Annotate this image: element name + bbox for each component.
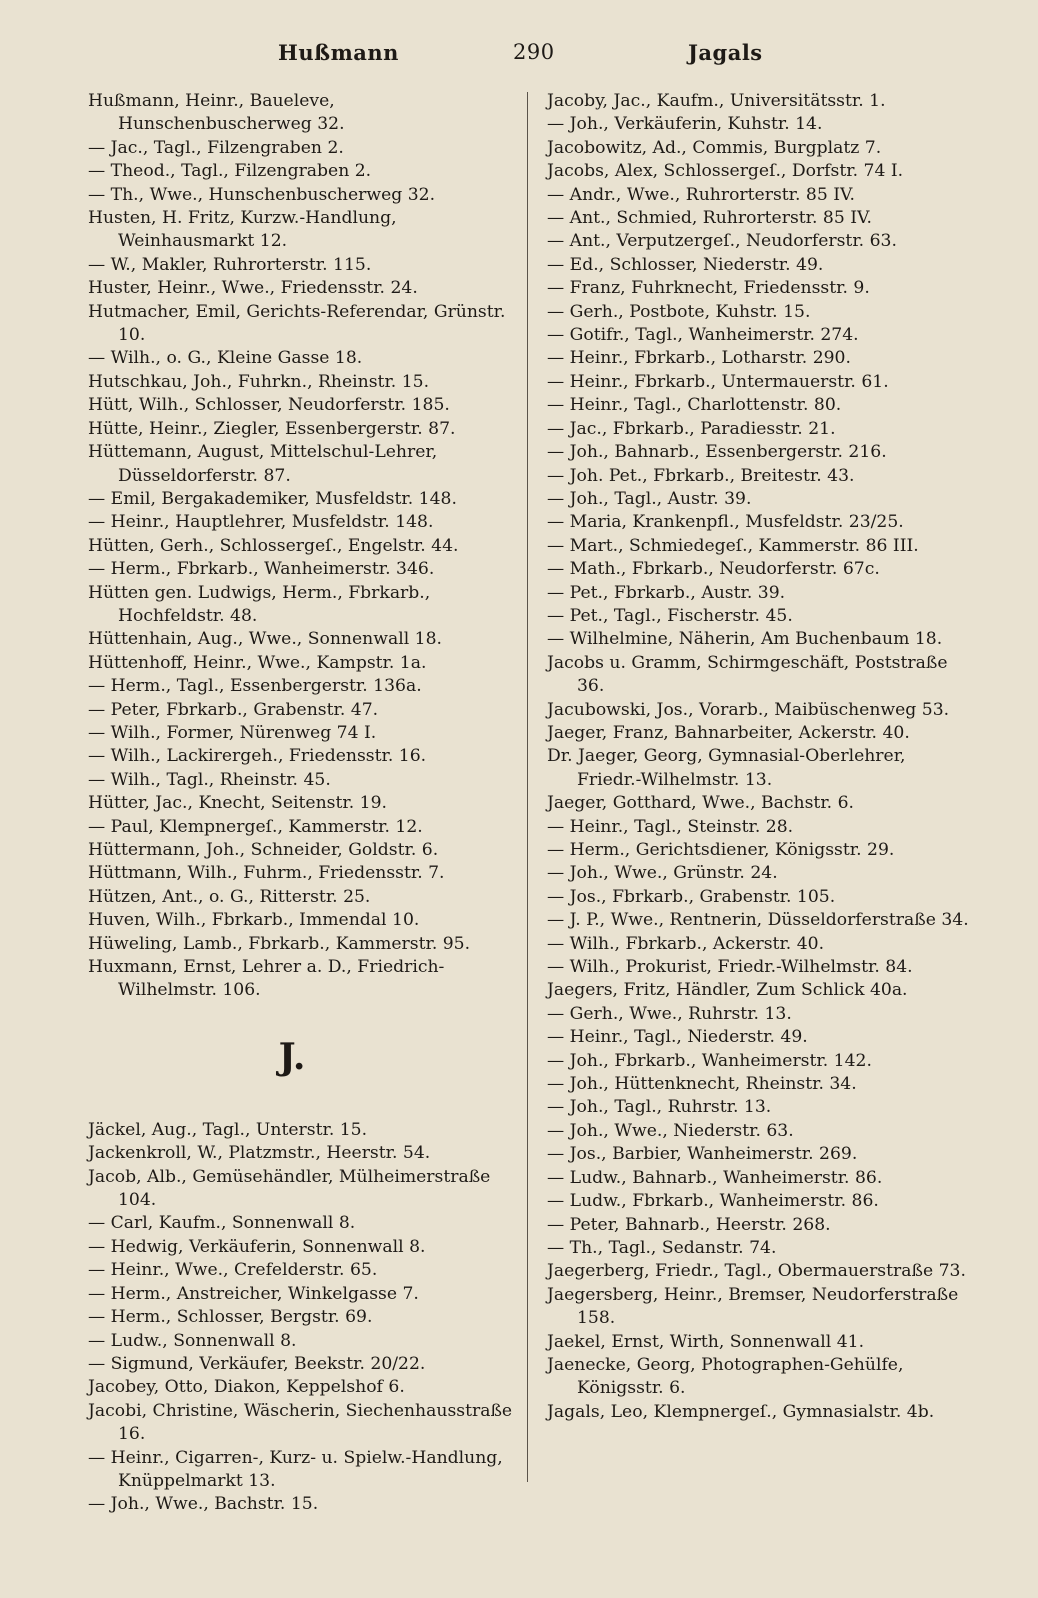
directory-entry: — Heinr., Fbrkarb., Untermauerstr. 61. — [547, 371, 889, 392]
directory-entry: — Ludw., Fbrkarb., Wanheimerstr. 86. — [547, 1191, 879, 1212]
directory-entry: — Heinr., Cigarren-, Kurz- u. Spielw.-Handlung, Knüppelmarkt 13. — [88, 1447, 503, 1491]
directory-entry: Huster, Heinr., Wwe., Friedensstr. 24. — [88, 278, 418, 299]
directory-entry: Hüttenhoff, Heinr., Wwe., Kampstr. 1a. — [88, 652, 427, 673]
left-entries — [88, 90, 516, 1003]
directory-entry: Hüttemann, August, Mittelschul-Lehrer, Düsseldorferstr. 87. — [88, 442, 438, 486]
directory-entry: — Wilh., Former, Nürenweg 74 I. — [88, 722, 377, 743]
directory-entry: Jagals, Leo, Klempnergeſ., Gymnasialstr. 4b. — [547, 1401, 935, 1422]
left-column — [88, 90, 516, 1517]
directory-entry: — Ludw., Sonnenwall 8. — [88, 1330, 297, 1351]
directory-entry: — Andr., Wwe., Ruhrorterstr. 85 IV. — [547, 184, 855, 205]
directory-entry: Jacoby, Jac., Kaufm., Universitätsstr. 1. — [547, 91, 886, 111]
directory-entry: — Ludw., Bahnarb., Wanheimerstr. 86. — [547, 1167, 883, 1188]
directory-entry: — Paul, Klempnergeſ., Kammerstr. 12. — [88, 816, 423, 837]
directory-entry: Huven, Wilh., Fbrkarb., Immendal 10. — [88, 910, 420, 931]
directory-entry: — Pet., Fbrkarb., Austr. 39. — [547, 582, 786, 603]
page-header — [88, 40, 968, 70]
directory-entry: — Herm., Schlosser, Bergstr. 69. — [88, 1307, 373, 1328]
directory-entry: — Herm., Gerichtsdiener, Königsstr. 29. — [547, 840, 895, 860]
directory-entry: Jaeger, Franz, Bahnarbeiter, Ackerstr. 40. — [547, 722, 910, 743]
directory-entry: Jacobowitz, Ad., Commis, Burgplatz 7. — [547, 137, 882, 158]
directory-entry: Jacob, Alb., Gemüsehändler, Mülheimerstraße 104. — [88, 1166, 491, 1211]
directory-entry: Jaenecke, Georg, Photographen-Gehülfe, Königsstr. 6. — [547, 1354, 904, 1399]
directory-entry: — Joh., Wwe., Grünstr. 24. — [547, 863, 778, 884]
directory-entry: — Joh., Tagl., Austr. 39. — [547, 488, 752, 509]
directory-entry: Huxmann, Ernst, Lehrer a. D., Friedrich-Wilhelmstr. 106. — [88, 957, 445, 1001]
directory-entry: — Gerh., Postbote, Kuhstr. 15. — [547, 301, 811, 322]
page-number: 290 — [513, 40, 555, 64]
directory-entry: — Th., Wwe., Hunschenbuscherweg 32. — [88, 184, 436, 205]
directory-entry: Hüttermann, Joh., Schneider, Goldstr. 6. — [88, 840, 439, 860]
column-divider — [527, 92, 528, 1482]
directory-entry: — Heinr., Wwe., Crefelderstr. 65. — [88, 1260, 378, 1281]
directory-entry: Jacobi, Christine, Wäscherin, Siechenhausstraße 16. — [88, 1400, 513, 1445]
directory-entry: Hußmann, Heinr., Baueleve, Hunschenbuscherweg 32. — [88, 91, 345, 135]
directory-entry: Hutmacher, Emil, Gerichts-Referendar, Grünstr. 10. — [88, 301, 506, 346]
directory-entry: — Wilh., Lackirergeh., Friedensstr. 16. — [88, 746, 427, 767]
directory-entry: — Carl, Kaufm., Sonnenwall 8. — [88, 1213, 356, 1234]
directory-entry: Hütter, Jac., Knecht, Seitenstr. 19. — [88, 793, 387, 814]
directory-entry: Jackenkroll, W., Platzmstr., Heerstr. 54. — [88, 1143, 431, 1164]
directory-entry: Hütten gen. Ludwigs, Herm., Fbrkarb., Hochfeldstr. 48. — [88, 582, 431, 626]
directory-entry: — Joh. Pet., Fbrkarb., Breitestr. 43. — [547, 465, 855, 486]
directory-entry: — Maria, Krankenpfl., Musfeldstr. 23/25. — [547, 512, 904, 533]
directory-entry: — W., Makler, Ruhrorterstr. 115. — [88, 254, 372, 275]
directory-entry: — Heinr., Fbrkarb., Lotharstr. 290. — [547, 348, 851, 369]
directory-entry: — Herm., Anstreicher, Winkelgasse 7. — [88, 1283, 419, 1304]
directory-entry: Hüweling, Lamb., Fbrkarb., Kammerstr. 95. — [88, 933, 471, 954]
directory-entry: Jaegers, Fritz, Händler, Zum Schlick 40a. — [547, 980, 908, 1001]
right-entries — [547, 90, 971, 1424]
directory-entry: Jaeger, Gotthard, Wwe., Bachstr. 6. — [547, 793, 854, 814]
directory-entry: — Joh., Wwe., Niederstr. 63. — [547, 1120, 794, 1141]
directory-entry: — Herm., Tagl., Essenbergerstr. 136a. — [88, 676, 422, 697]
directory-entry: — Joh., Tagl., Ruhrstr. 13. — [547, 1097, 772, 1118]
right-column — [547, 90, 971, 1424]
directory-entry: Hutschkau, Joh., Fuhrkn., Rheinstr. 15. — [88, 371, 430, 392]
directory-entry: Jacobs u. Gramm, Schirmgeschäft, Poststraße 36. — [547, 652, 948, 697]
directory-entry: Jacobey, Otto, Diakon, Keppelshof 6. — [88, 1377, 405, 1398]
directory-entry: Hütt, Wilh., Schlosser, Neudorferstr. 185. — [88, 395, 450, 416]
directory-entry: — Ant., Verputzergeſ., Neudorferstr. 63. — [547, 231, 897, 252]
directory-entry: — Heinr., Hauptlehrer, Musfeldstr. 148. — [88, 512, 434, 533]
directory-entry: — Peter, Bahnarb., Heerstr. 268. — [547, 1214, 831, 1235]
directory-entry: Hütte, Heinr., Ziegler, Essenbergerstr. 87. — [88, 418, 456, 439]
directory-entry: — Theod., Tagl., Filzengraben 2. — [88, 161, 372, 182]
directory-entry: — Franz, Fuhrknecht, Friedensstr. 9. — [547, 278, 870, 299]
directory-entry: — Ant., Schmied, Ruhrorterstr. 85 IV. — [547, 208, 872, 229]
directory-entry: — Jos., Barbier, Wanheimerstr. 269. — [547, 1144, 858, 1165]
directory-entry: — Wilh., o. G., Kleine Gasse 18. — [88, 348, 363, 369]
directory-entry: — Mart., Schmiedegeſ., Kammerstr. 86 III. — [547, 535, 919, 556]
directory-entry: — Hedwig, Verkäuferin, Sonnenwall 8. — [88, 1236, 426, 1257]
directory-entry: Husten, H. Fritz, Kurzw.-Handlung, Weinhausmarkt 12. — [88, 208, 397, 252]
directory-entry: — Heinr., Tagl., Steinstr. 28. — [547, 816, 794, 837]
section-letter: J. — [278, 1035, 306, 1078]
directory-entry: — Ed., Schlosser, Niederstr. 49. — [547, 254, 824, 275]
directory-entry: — Pet., Tagl., Fischerstr. 45. — [547, 605, 793, 626]
directory-entry: — Heinr., Tagl., Niederstr. 49. — [547, 1027, 808, 1048]
directory-entry: — Wilh., Tagl., Rheinstr. 45. — [88, 769, 331, 790]
directory-entry: Jaegersberg, Heinr., Bremser, Neudorferstraße 158. — [547, 1284, 959, 1329]
directory-entry: — Gotifr., Tagl., Wanheimerstr. 274. — [547, 325, 859, 346]
directory-entry: — Wilhelmine, Näherin, Am Buchenbaum 18. — [547, 629, 943, 650]
directory-entry: — Heinr., Tagl., Charlottenstr. 80. — [547, 395, 842, 416]
header-last-name: Jagals — [688, 40, 763, 65]
directory-entry: — Joh., Bahnarb., Essenbergerstr. 216. — [547, 442, 887, 463]
left-entries-j — [88, 1119, 516, 1517]
directory-entry: Jaekel, Ernst, Wirth, Sonnenwall 41. — [547, 1331, 865, 1352]
directory-entry: Jacobs, Alex, Schlossergeſ., Dorfstr. 74 I. — [547, 161, 904, 182]
directory-entry: Dr. Jaeger, Georg, Gymnasial-Oberlehrer, Friedr.-Wilhelmstr. 13. — [547, 746, 906, 790]
directory-entry: Hüttmann, Wilh., Fuhrm., Friedensstr. 7. — [88, 863, 445, 884]
directory-entry: — Peter, Fbrkarb., Grabenstr. 47. — [88, 699, 379, 720]
directory-entry: — J. P., Wwe., Rentnerin, Düsseldorferstraße 34. — [547, 910, 969, 931]
directory-entry: — Jac., Tagl., Filzengraben 2. — [88, 137, 344, 158]
directory-entry: — Herm., Fbrkarb., Wanheimerstr. 346. — [88, 559, 435, 580]
directory-entry: — Jac., Fbrkarb., Paradiesstr. 21. — [547, 418, 836, 439]
directory-entry: — Th., Tagl., Sedanstr. 74. — [547, 1237, 777, 1258]
directory-entry: Hüttenhain, Aug., Wwe., Sonnenwall 18. — [88, 629, 442, 650]
directory-entry: — Joh., Hüttenknecht, Rheinstr. 34. — [547, 1074, 857, 1095]
directory-entry: Jaegerberg, Friedr., Tagl., Obermauerstraße 73. — [547, 1261, 966, 1282]
directory-entry: Hütten, Gerh., Schlossergeſ., Engelstr. 44. — [88, 535, 459, 556]
directory-entry: — Wilh., Prokurist, Friedr.-Wilhelmstr. 84. — [547, 957, 913, 978]
directory-entry: — Joh., Fbrkarb., Wanheimerstr. 142. — [547, 1050, 872, 1071]
directory-entry: — Joh., Wwe., Bachstr. 15. — [88, 1494, 319, 1515]
directory-entry: — Emil, Bergakademiker, Musfeldstr. 148. — [88, 488, 457, 509]
directory-entry: Jacubowski, Jos., Vorarb., Maibüschenweg 53. — [547, 699, 950, 720]
directory-entry: Hützen, Ant., o. G., Ritterstr. 25. — [88, 886, 371, 907]
header-first-name: Hußmann — [278, 40, 399, 65]
directory-entry: — Gerh., Wwe., Ruhrstr. 13. — [547, 1003, 792, 1024]
directory-entry: — Jos., Fbrkarb., Grabenstr. 105. — [547, 886, 836, 907]
directory-entry: — Math., Fbrkarb., Neudorferstr. 67c. — [547, 559, 880, 580]
directory-entry: — Wilh., Fbrkarb., Ackerstr. 40. — [547, 933, 825, 954]
directory-entry: — Sigmund, Verkäufer, Beekstr. 20/22. — [88, 1353, 426, 1374]
directory-entry: Jäckel, Aug., Tagl., Unterstr. 15. — [88, 1119, 368, 1140]
directory-entry: — Joh., Verkäuferin, Kuhstr. 14. — [547, 114, 823, 135]
